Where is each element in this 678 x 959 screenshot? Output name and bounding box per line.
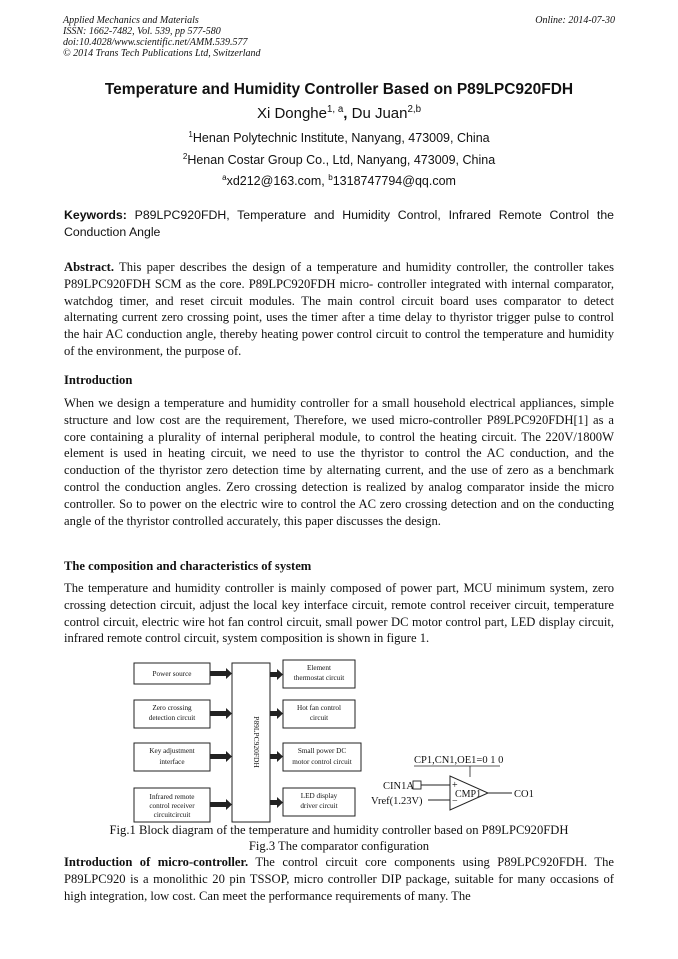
label-led-2: driver circuit [300,802,338,810]
label-fan-2: circuit [309,714,329,722]
affiliation-1-sup: 1 [188,130,193,139]
micro-text: The control circuit core components using P89LPC920FDH. The P89LPC920 is a monolithic 20 pin TSSOP, micro controller DIP package, suitable for many occasions of high integration, low cost. Can meet the performance requirements of many. The [64,855,614,903]
label-key-1: Key adjustment [149,747,195,755]
arrow-motor [270,751,283,762]
email-b-sup: b [328,173,333,182]
author-1: Xi Donghe [256,105,327,122]
label-motor-2: motor control circuit [292,758,352,766]
author-1-sup: 1, a [327,104,344,115]
keywords-text: P89LPC920FDH, Temperature and Humidity Control, Infrared Remote Control the Conduction Angle [64,208,614,239]
online-date: Online: 2014-07-30 [535,15,615,26]
abstract-text: This paper describes the design of a temperature and humidity controller, the controller takes P89LPC920FDH SCM as the core. P89LPC920FDH micro- controller integrated with internal comparator, watchdog timer, and reset circuit modules. The main control circuit board uses comparator to detect alternating current zero crossing point, uses the timer after a time delay to thyristor trigger pulse to control the hair AC conduction angle, thereby heating power control circuit to control the temperature and humidity of the environment, the purpose of. [64,260,614,358]
micro-heading: Introduction of micro-controller. [64,855,249,869]
composition-heading: The composition and characteristics of system [64,559,312,573]
arrow-element [270,669,283,680]
minus-sign: − [452,796,458,807]
label-ir-3: circuitcircuit [153,811,191,819]
doi-line: doi:10.4028/www.scientific.net/AMM.539.577 [63,37,248,48]
label-zero-2: detection circuit [148,714,196,722]
micro-controller-paragraph [64,854,614,904]
paper-title: Temperature and Humidity Controller Based on P89LPC920FDH [104,81,574,98]
label-ir-2: control receiver [149,802,195,810]
author-2-sup: 2,b [407,104,422,115]
label-key-2: interface [159,758,185,766]
label-mcu: P89LPC920FDH [252,716,261,768]
arrow-led [270,797,283,808]
label-ir-1: Infrared remote [149,793,195,801]
output-co1: CO1 [514,789,534,800]
block-mcu [232,663,270,822]
arrow-power [210,668,232,679]
label-power-source: Power source [152,670,192,678]
label-element-2: thermostat circuit [293,674,345,682]
introduction-text: When we design a temperature and humidity controller for a small household electrical appliances, simple structure and low cost are the requirement, Therefore, we used micro-controller P89LPC920FDH[1] as a core containing a plurality of internal peripheral module, to control the heating circuit. The 220V/1800W element is used in heating circuit, we need to use the thyristor to control the AC conduction, and the conduction of the thyristor zero detection time by alternating current, and the use of zero as a benchmark control the conduction angles. Zero crossing detection is realized by analog comparator inside the micro controller. So to power on the electric wire to control the AC zero crossing detection and on the conducting angle of the thyristor controlled accurately, this paper discusses the design. [64,396,614,528]
author-separator: , [343,105,352,122]
input-cin1a: CIN1A [383,781,414,792]
author-2: Du Juan [351,105,408,122]
abstract-label: Abstract. [64,260,115,274]
email-a-sup: a [222,173,227,182]
introduction-heading: Introduction [64,373,133,387]
arrow-key [210,751,232,762]
comparator-config: CP1,CN1,OE1=0 1 0 [414,755,504,766]
keywords-label: Keywords: [64,208,127,222]
composition-text: The temperature and humidity controller is mainly composed of power part, MCU minimum system, zero crossing detection circuit, adjust the local key interface circuit, remote control receiver circuit, temperature control circuit, electric wire hot fan control circuit, small power DC motor control part, LED display circuit, infrared remote control circuit, system composition is shown in figure 1. [64,581,614,646]
input-pin-box [413,781,421,789]
comparator-label: CMP1 [455,789,482,800]
input-vref: Vref(1.23V) [371,796,423,807]
arrow-zero [210,708,232,719]
affiliation-1-text: Henan Polytechnic Institute, Nanyang, 473009, China [192,131,490,146]
label-fan-1: Hot fan control [297,704,341,712]
plus-sign: + [452,780,458,791]
copyright-line: © 2014 Trans Tech Publications Ltd, Switzerland [63,48,261,59]
label-zero-1: Zero crossing [152,704,192,712]
label-led-1: LED display [300,792,338,800]
figure-3-caption: Fig.3 The comparator configuration [248,839,430,853]
arrow-infrared [210,799,232,810]
email-a: xd212@163.com, [226,174,329,189]
affiliation-2-text: Henan Costar Group Co., Ltd, Nanyang, 473009, China [187,153,496,168]
issn-line: ISSN: 1662-7482, Vol. 539, pp 577-580 [63,26,221,37]
arrow-fan [270,708,283,719]
email-b: 1318747794@qq.com [332,174,456,189]
journal-name: Applied Mechanics and Materials [63,15,199,26]
figure-3-comparator [371,755,534,810]
figure-1-caption: Fig.1 Block diagram of the temperature and humidity controller based on P89LPC920FDH [109,823,569,837]
label-element-1: Element [307,664,331,672]
affiliation-2-sup: 2 [182,152,188,161]
label-motor-1: Small power DC [297,747,347,755]
